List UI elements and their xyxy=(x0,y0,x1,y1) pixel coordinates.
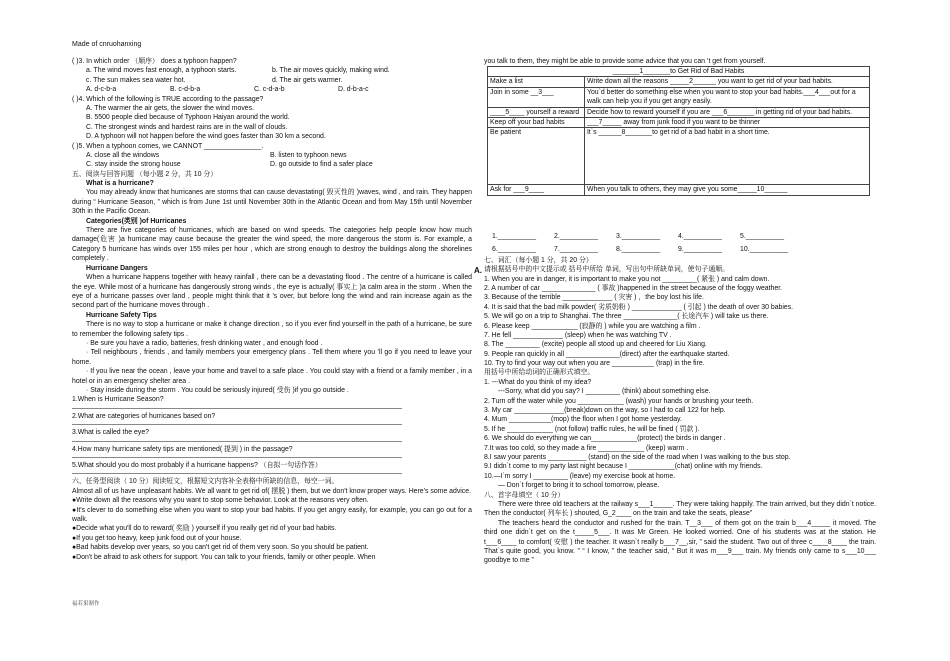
table-header-row xyxy=(488,67,870,77)
answer-line[interactable] xyxy=(72,472,402,474)
part-a-marker: A. xyxy=(474,266,482,275)
passage-title-1: What is a hurricane? xyxy=(86,180,154,188)
answer-blank[interactable]: 3.__________ xyxy=(616,233,661,240)
vocab-item: 7. He fell _____________ (sleep) when he was watching TV . xyxy=(484,331,672,339)
verb-item: 7.It was too cold, so they made a fire ____________ (keep) warm . xyxy=(484,444,689,452)
answer-blank[interactable]: 10.__________ xyxy=(740,246,788,254)
passage-paragraph-1: You may already know that hurricanes are storms that can cause devastating( 毁灭性的 )waves, wind , and rain. They happen during “ Hurricane Season, ” which is from June 1st until November 30th in the Atlantic Ocean and from May 15th until November 30th in the Pacific Ocean. xyxy=(72,189,472,216)
table-cell-right: You`d better do something else when you want to stop your bad habits.___4___out for a walk can help you if you get angry easily. xyxy=(585,87,870,107)
answer-blank[interactable]: 1.__________ xyxy=(492,233,537,240)
passage-continuation: you talk to them, they might be able to provide some advice that you can ’t get from yourself. xyxy=(484,58,766,65)
option-c: C. The strongest winds and hardest rains are in the wall of clouds. xyxy=(86,123,288,131)
table-row xyxy=(488,118,870,128)
passage-paragraph-3: When a hurricane happens together with heavy rainfall , there can be a devastating flood . The centre of a hurricane is called the eye. While most of a hurricane has dangerously strong winds , the eye is actually( 事实上 )a calm area in the storm . When the eye of a hurricane passes over land , people might think that it ’s over, but before long the wind and rain increase again as the second part of the hurricane moves through . xyxy=(72,274,472,310)
verb-item: — Don`t forget to bring it to school tomorrow, please. xyxy=(498,482,660,490)
verb-item: ---Sorry, what did you say? I _________ (think) about something else. xyxy=(498,388,711,396)
vocab-item: 2. A number of car ______________ ( 事故 )happened in the street because of the foggy weather. xyxy=(484,284,783,292)
table-row xyxy=(488,128,870,185)
table-cell-right: ___7_____ away from junk food if you want to be thinner xyxy=(585,118,870,128)
table-cell-left: Ask for ___9____ xyxy=(488,185,585,195)
reading-question-3: 3.What is called the eye? xyxy=(72,429,149,437)
option-b: B. listen to typhoon news xyxy=(270,151,347,159)
cloze-paragraph-2: The teachers heard the conductor and rushed for the train. T__3___ of them got on the train b___4_____ it moved. The third one didn`t get on the t_____5___. It was Mr Green. He looked worried. One of his students was at the station. He t___6____ to comfort( 安慰 ) the teacher. It wasn`t really b___7__,sir, ” said the student. Two out of three c____8____ the train. That`s quite good, you know. ” “ I know, ” the teacher said, “ But it was m___9___ train. My friends only came to s___10___ goodbye to me ” xyxy=(484,519,876,565)
section-6-heading: 六、任务型阅读（ 10 分）阅读短文，根据短文内容补全表格中所缺的信息，每空一词。 xyxy=(72,478,339,486)
questions-3-5 xyxy=(72,57,472,562)
table-title: _______1_______to Get Rid of Bad Habits xyxy=(488,67,870,77)
advice-bullet-1: ●Write down all the reasons why you want to stop some behavior. Look at the reasons very often. xyxy=(72,497,369,505)
reading-question-4: 4.How many hurricane safety tips are mentioned( 提到 ) in the passage? xyxy=(72,445,293,453)
table-cell-left: ____5____ yourself a reward xyxy=(488,107,585,117)
question-3-options xyxy=(72,85,472,94)
blank-row-1 xyxy=(484,232,876,241)
option-a: A. close all the windows xyxy=(86,151,160,159)
verb-item: 2. Turn off the water while you ____________ (wash) your hands or brushing your teeth. xyxy=(484,397,754,405)
answer-blank[interactable]: 9.__________ xyxy=(678,246,723,254)
answer-blank[interactable]: 8.__________ xyxy=(616,246,661,254)
answer-blank[interactable]: 6.__________ xyxy=(492,246,537,254)
answer-line[interactable] xyxy=(72,407,402,409)
verb-item: 5. If he ____________ (not follow) traffic rules, he will be fined ( 罚款 ). xyxy=(484,425,700,433)
section-6-intro: Almost all of us have unpleasant habits. We all want to get rid of( 摆脱 ) them, but we don't know proper ways. Here’s some advice. xyxy=(72,487,471,495)
table-cell-left: Join in some __3___ xyxy=(488,87,585,107)
reading-question-2: 2.What are categories of hurricanes based on? xyxy=(72,412,216,420)
passage-paragraph-2: There are five categories of hurricanes, which are based on wind speeds. The categories help people know how much damage(危害 )a hurricane may cause because the greater the wind speed, the more dangerous the storm is. For example, a Category 5 hurricane has winds over 155 miles per hour , which are strong enough to destroy the buildings along the shorelines completely . xyxy=(72,227,472,263)
verb-item: 8.I saw your parents __________ (stand) on the side of the road when I was walking to the bus stop. xyxy=(484,453,791,461)
option-d: D. A typhoon will not happen before the wind goes faster than 30 km a second. xyxy=(86,133,326,141)
question-3: ( )3. In which order （顺序） does a typhoon happen? xyxy=(72,58,237,65)
answer-line[interactable] xyxy=(72,456,402,458)
table-cell-right: It`s ______8_______to get rid of a bad habit in a short time. xyxy=(585,128,870,185)
option-d: D. d-b-a-c xyxy=(338,86,369,94)
option-c: C. c-d-a-b xyxy=(254,86,285,94)
advice-bullet-5: ●Bad habits develop over years, so you can't get rid of them very soon. So you should be patient. xyxy=(72,544,369,552)
section-7-heading: 七、词汇（每小题 1 分，共 20 分） xyxy=(484,256,593,264)
blank-row-2 xyxy=(484,245,876,254)
statement-d: d. The air gets warmer. xyxy=(272,76,343,84)
advice-bullet-6: ●Don't be afraid to ask others for support. You can talk to your friends, family or other people. When xyxy=(72,553,376,561)
vocab-item: 6. Please keep ____________ (寂静的 ) while you are watching a film . xyxy=(484,322,701,330)
task-reading-table xyxy=(487,66,870,196)
passage-title-3: Hurricane Dangers xyxy=(86,264,148,272)
option-a: A. The warmer the air gets, the slower the wind moves. xyxy=(86,104,254,112)
answer-blank[interactable]: 2.__________ xyxy=(554,233,599,240)
answer-blanks xyxy=(484,232,876,566)
advice-bullet-3: ●Decide what you'll do to reward( 奖励 ) yourself if you really get rid of your bad habits. xyxy=(72,525,337,533)
advice-bullet-4: ●If you get too heavy, keep junk food out of your house. xyxy=(72,534,242,542)
verb-item: 4. Mum ___________(mop) the floor when I got home yesterday. xyxy=(484,416,682,424)
verb-item: 1. ---What do you think of my idea? xyxy=(484,378,592,386)
page-header: Made of cnruohanxing xyxy=(72,41,142,48)
table-cell-left: Be patient xyxy=(488,128,585,185)
section-5-heading: 五、阅读与回答问题 （每小题 2 分，共 10 分） xyxy=(72,170,218,178)
passage-title-4: Hurricane Safety Tips xyxy=(86,311,157,319)
statement-c: c. The sun makes sea water hot. xyxy=(86,76,186,84)
question-5-options-ab xyxy=(72,151,472,160)
section-8-heading: 八、首字母填空（ 10 分） xyxy=(484,491,565,499)
vocab-item: 10. Try to find your way out when you are ___________ (trap) in the fire. xyxy=(484,360,705,368)
passage-title-2: Categories(类别 )of Hurricanes xyxy=(86,217,187,225)
table-cell-left: Keep off your bad habits xyxy=(488,118,585,128)
answer-line[interactable] xyxy=(72,423,402,425)
answer-line[interactable] xyxy=(72,440,402,442)
vocab-item: 4. It is said that the bad milk powder( 劣质奶粉 ) _____________ ( 引起 ) the death of over 30 babies. xyxy=(484,303,794,311)
option-a: A. d-c-b-a xyxy=(86,86,117,94)
safety-tip-2: · Tell neighbours , friends , and family members your emergency plans . Tell them where you ’ll go if you need to leave your home. xyxy=(72,349,472,366)
vocab-item: 3. Because of the terrible _____________ ( 灾害 ) ，the boy lost his life. xyxy=(484,294,704,302)
advice-bullet-2: ●It's clever to do something else when you want to stop your bad habits. If you get angry easily, for example, you can go out for a walk. xyxy=(72,506,472,523)
reading-question-5: 5.What should you do most probably if a hurricane happens? （自拟一句话作答） xyxy=(72,461,322,469)
verb-item: 3. My car _____________(break)down on the way, so I had to call 122 for help. xyxy=(484,407,726,415)
question-3-statements-cd xyxy=(72,76,472,85)
table-cell-right: When you talk to others, they may give you some_____10______ xyxy=(585,185,870,195)
vocab-item: 1. When you are in danger, it is important to make you not _________( 紧张 ) and calm down. xyxy=(484,275,770,283)
question-5-options-cd xyxy=(72,160,472,169)
answer-blank[interactable]: 7.__________ xyxy=(554,246,599,254)
verb-item: 6. We should do everything we can____________(protect) the birds in danger . xyxy=(484,435,726,443)
safety-tip-3: · If you live near the ocean , leave your home and travel to a safe place . You could stay with a friend or a family member , in a hotel or in an emergency shelter area . xyxy=(72,368,472,385)
vocab-item: 8. The _________ (excite) people all stood up and cheered for Liu Xiang. xyxy=(484,341,707,349)
passage-paragraph-4: There is no way to stop a hurricane or make it change direction , so if you ever find yourself in the path of a hurricane, be sure to remember the following safety tips . xyxy=(72,321,472,338)
table-row xyxy=(488,87,870,107)
page-footer: 福若果制作 xyxy=(72,601,100,607)
vocab-item: 9. People ran quickly in all ______________(direct) after the earthquake started. xyxy=(484,350,730,358)
option-b: B. 5500 people died because of Typhoon Haiyan around the world. xyxy=(86,114,290,122)
table-cell-right: Decide how to reward yourself if you are ___6_______ in getting rid of your bad habits. xyxy=(585,107,870,117)
table-cell-left: Make a list xyxy=(488,77,585,87)
table-row xyxy=(488,77,870,87)
safety-tip-4: · Stay inside during the storm . You could be seriously injured( 受伤 )if you go outside . xyxy=(86,386,349,394)
question-3-statements-ab xyxy=(72,66,472,75)
question-4: ( )4. Which of the following is TRUE according to the passage? xyxy=(72,95,264,103)
cloze-paragraph-1: There were three old teachers at the railway s___1_____. They were taking happily. The train arrived, but they didn`t notice. Then the conductor( 列车长 ) shouted, G_2____ on the train and take the seats, please” xyxy=(484,500,876,518)
answer-blank[interactable]: 4.__________ xyxy=(678,233,723,240)
vocab-item: 5. We will go on a trip to Shanghai. The three ______________( 长途汽车 ) will take us there. xyxy=(484,313,769,321)
question-5: ( )5. When a typhoon comes, we CANNOT _______________. xyxy=(72,142,264,150)
statement-b: b. The air moves quickly, making wind. xyxy=(272,67,390,75)
table-row xyxy=(488,185,870,195)
verb-item: 10.—I`m sorry I _________ (leave) my exercise book at home. xyxy=(484,472,676,480)
table-row xyxy=(488,107,870,117)
option-c: C. stay inside the strong house xyxy=(86,161,181,169)
option-b: B. c-d-b-a xyxy=(170,86,201,94)
verb-form-instructions: 用括号中所给动词的正确形式填空。 xyxy=(484,369,595,377)
answer-blank[interactable]: 5.__________ xyxy=(740,233,785,240)
vocab-instructions: 请根据括号中的中文提示或 括号中所给 单词，写出句中所缺单词，使句子通顺。 xyxy=(484,266,729,274)
safety-tip-1: · Be sure you have a radio, batteries, fresh drinking water , and enough food . xyxy=(86,339,323,347)
table-cell-right: Write down all the reasons _____2______ you want to get rid of your bad habits. xyxy=(585,77,870,87)
option-d: D. go outside to find a safer place xyxy=(270,161,373,169)
statement-a: a. The wind moves fast enough, a typhoon starts. xyxy=(86,67,237,75)
verb-item: 9.I didn`t come to my party last night because I ____________(chat) online with my friends. xyxy=(484,463,763,471)
reading-question-1: 1.When is Hurricane Season? xyxy=(72,396,164,404)
